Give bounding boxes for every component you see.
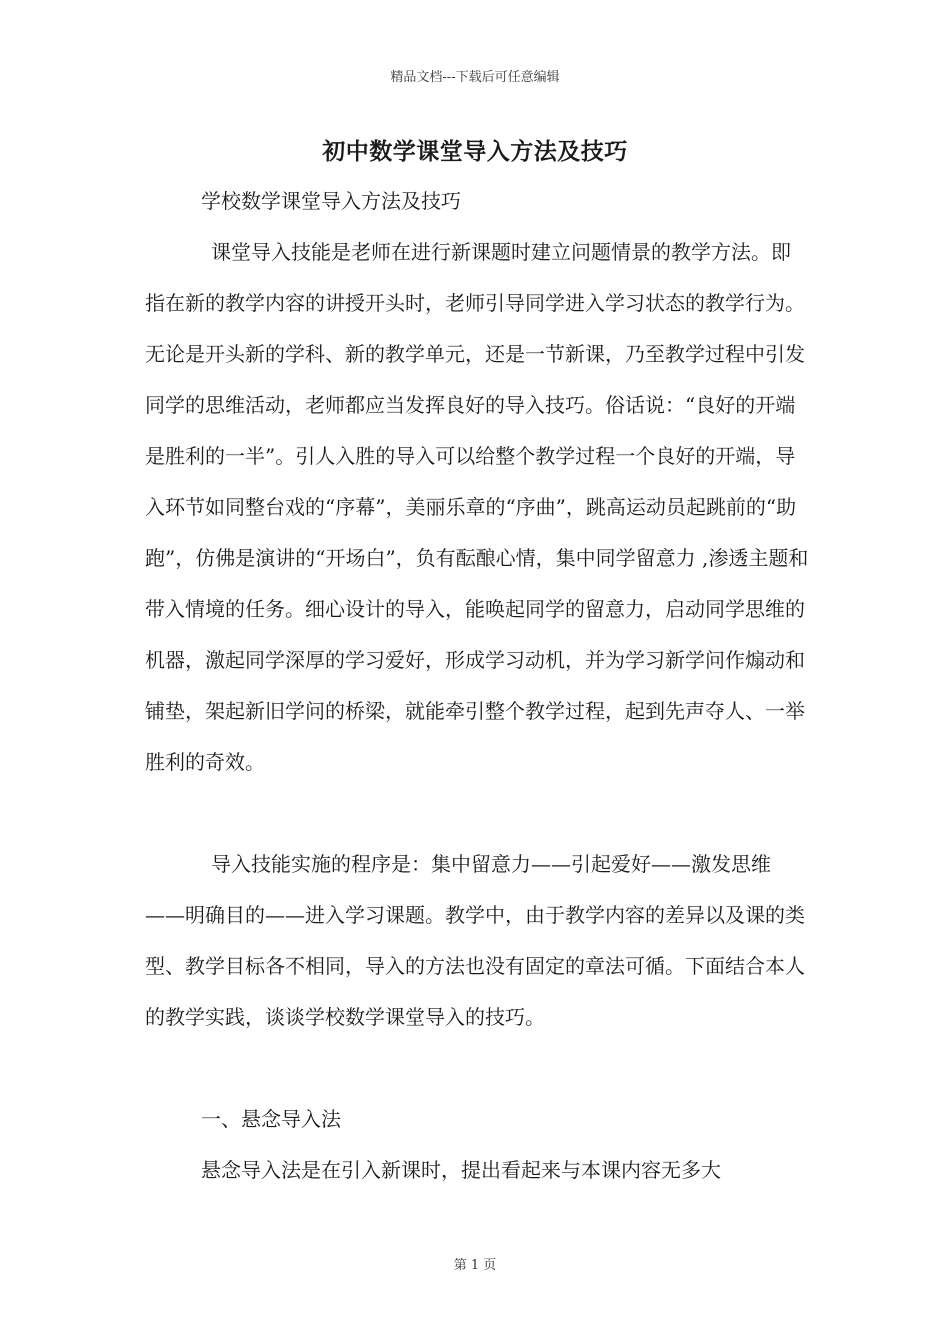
section-heading: 一、悬念导入法 — [201, 1107, 341, 1131]
document-body — [145, 176, 809, 1196]
page-number: 第 1 页 — [453, 1258, 497, 1273]
body-paragraph: 导入技能实施的程序是：集中留意力——引起爱好——激发思维——明确目的——进入学习课题。教学中，由于教学内容的差异以及课的类型、教学目标各不相同，导入的方法也没有固定的章法可循。下面结合本人的教学实践，谈谈学校数学课堂导入的技巧。 — [145, 852, 805, 1029]
body-paragraph: 悬念导入法是在引入新课时，提出看起来与本课内容无多大 — [201, 1158, 721, 1182]
document-subtitle: 学校数学课堂导入方法及技巧 — [201, 189, 461, 213]
paragraph-spacer — [145, 1043, 809, 1094]
page-header: 精品文档---下载后可任意编辑 — [390, 70, 560, 85]
document-title: 初中数学课堂导入方法及技巧 — [322, 138, 628, 165]
body-paragraph: 课堂导入技能是老师在进行新课题时建立问题情景的教学方法。即指在新的教学内容的讲授开头时，老师引导同学进入学习状态的教学行为。无论是开头新的学科、新的教学单元，还是一节新课，乃至教学过程中引发同学的思维活动，老师都应当发挥良好的导入技巧。俗话说：“良好的开端是胜利的一半”。引人入胜的导入可以给整个教学过程一个良好的开端，导入环节如同整台戏的“序幕”，美丽乐章的“序曲”，跳高运动员起跳前的“助跑”，仿佛是演讲的“开场白”，负有酝酿心情，集中同学留意力 ,渗透主题和带入情境的任务。细心设计的导入，能唤起同学的留意力，启动同学思维的机器，激起同学深厚的学习爱好，形成学习动机，并为学习新学问作煽动和铺垫，架起新旧学问的桥梁，就能牵引整个教学过程，起到先声夺人、一举胜利的奇效。 — [145, 240, 809, 774]
paragraph-spacer — [145, 788, 809, 839]
